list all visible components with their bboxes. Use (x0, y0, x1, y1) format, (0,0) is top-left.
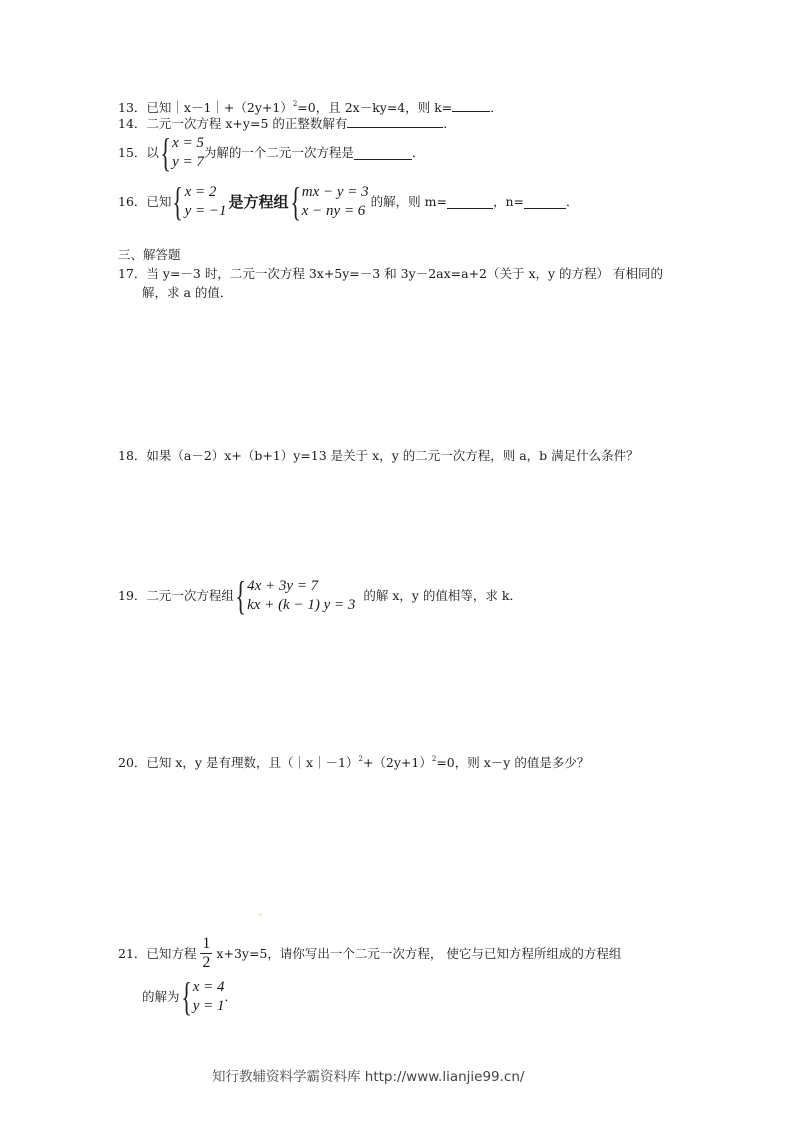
punctuation: ． (566, 194, 579, 209)
punctuation: ． (490, 100, 503, 115)
question-text: =0，且 2x－ky=4，则 k= (297, 100, 453, 115)
answer-blank[interactable] (452, 99, 490, 112)
question-text: 二元一次方程组 (146, 588, 234, 603)
question-text-bold: 是方程组 (228, 193, 289, 211)
question-number: 18． (118, 448, 147, 463)
answer-blank[interactable] (347, 115, 443, 128)
question-17-continued: 解，求 a 的值． (142, 285, 233, 300)
question-text: 二元一次方程 x+y=5 的正整数解有 (146, 116, 348, 131)
punctuation: ． (224, 989, 238, 1004)
equation-line: 4x + 3y = 7 (247, 578, 319, 594)
question-text: +（2y+1） (362, 755, 432, 770)
question-text: 已知 (146, 194, 172, 209)
question-text: 的解为 (142, 989, 180, 1004)
question-number: 16． (118, 194, 147, 209)
answer-blank-m[interactable] (447, 196, 493, 209)
fraction-numerator: 1 (202, 935, 211, 952)
question-number: 13． (118, 100, 147, 115)
left-brace-icon: { (235, 573, 246, 618)
superscript: 2 (292, 100, 298, 108)
fraction (200, 935, 212, 972)
equation-line: y = 1 (192, 998, 225, 1014)
equation-system (180, 974, 225, 1019)
fraction-denominator: 2 (202, 954, 211, 971)
question-18 (118, 448, 639, 464)
equation-line: y = −1 (184, 203, 227, 219)
question-13 (118, 96, 503, 116)
superscript: 2 (431, 755, 437, 763)
question-number: 17． (118, 266, 147, 281)
equation-line: y = 7 (172, 154, 204, 170)
equation-system-solution (171, 179, 227, 224)
punctuation: ． (443, 116, 456, 131)
question-text: 为解的一个二元一次方程是 (203, 145, 354, 160)
equation-line: x = 2 (184, 184, 217, 200)
scan-artifact (259, 913, 262, 916)
equation-line: mx − y = 3 (301, 184, 369, 200)
left-brace-icon: { (180, 974, 192, 1019)
question-number: 19． (118, 588, 147, 603)
question-text: ，n= (492, 194, 524, 209)
left-brace-icon: { (289, 179, 301, 224)
question-text: 如果（a－2）x+（b+1）y=13 是关于 x，y 的二元一次方程，则 a，b 满足什么条件？ (146, 448, 639, 463)
question-number: 14． (118, 116, 147, 131)
left-brace-icon: { (172, 179, 184, 224)
equation-system (159, 130, 204, 175)
question-21-continued (142, 974, 238, 1019)
question-16 (118, 179, 579, 224)
equation-line: kx + (k − 1) y = 3 (247, 597, 356, 613)
equation-system (289, 179, 369, 224)
answer-blank-n[interactable] (524, 196, 566, 209)
question-text: 已知 x，y 是有理数，且（｜x｜－1） (146, 755, 359, 770)
question-text: 已知方程 (146, 945, 197, 961)
superscript: 2 (358, 755, 363, 763)
question-number: 15． (118, 145, 147, 160)
question-text: =0，则 x－y 的值是多少？ (436, 755, 590, 770)
equation-line: x = 4 (192, 979, 225, 995)
question-19 (118, 573, 522, 618)
question-text: 已知｜x－1｜+（2y+1） (146, 100, 293, 115)
question-text: 以 (146, 145, 159, 160)
question-20 (118, 751, 589, 771)
answer-blank[interactable] (354, 147, 412, 160)
equation-line: x − ny = 6 (301, 203, 366, 219)
question-21 (118, 935, 621, 972)
question-text: 的解，则 m= (370, 194, 447, 209)
question-text: x+3y=5，请你写出一个二元一次方程， 使它与已知方程所组成的方程组 (216, 945, 622, 961)
equation-system (234, 573, 356, 618)
question-number: 20． (118, 755, 147, 770)
question-15 (118, 130, 425, 175)
punctuation: ． (411, 145, 425, 160)
left-brace-icon: { (160, 130, 171, 175)
question-text: 当 y=－3 时，二元一次方程 3x+5y=－3 和 3y－2ax=a+2（关于 x，y 的方程） 有相同的 (146, 266, 664, 281)
question-text: 的解 x，y 的值相等，求 k． (363, 588, 522, 603)
question-17 (118, 266, 663, 282)
footer-watermark: 知行教辅资料学霸资料库 http://www.lianjie99.cn/ (212, 1069, 525, 1085)
equation-line: x = 5 (172, 135, 204, 151)
question-number: 21． (118, 945, 147, 961)
section-title: 三、解答题 (118, 247, 181, 262)
